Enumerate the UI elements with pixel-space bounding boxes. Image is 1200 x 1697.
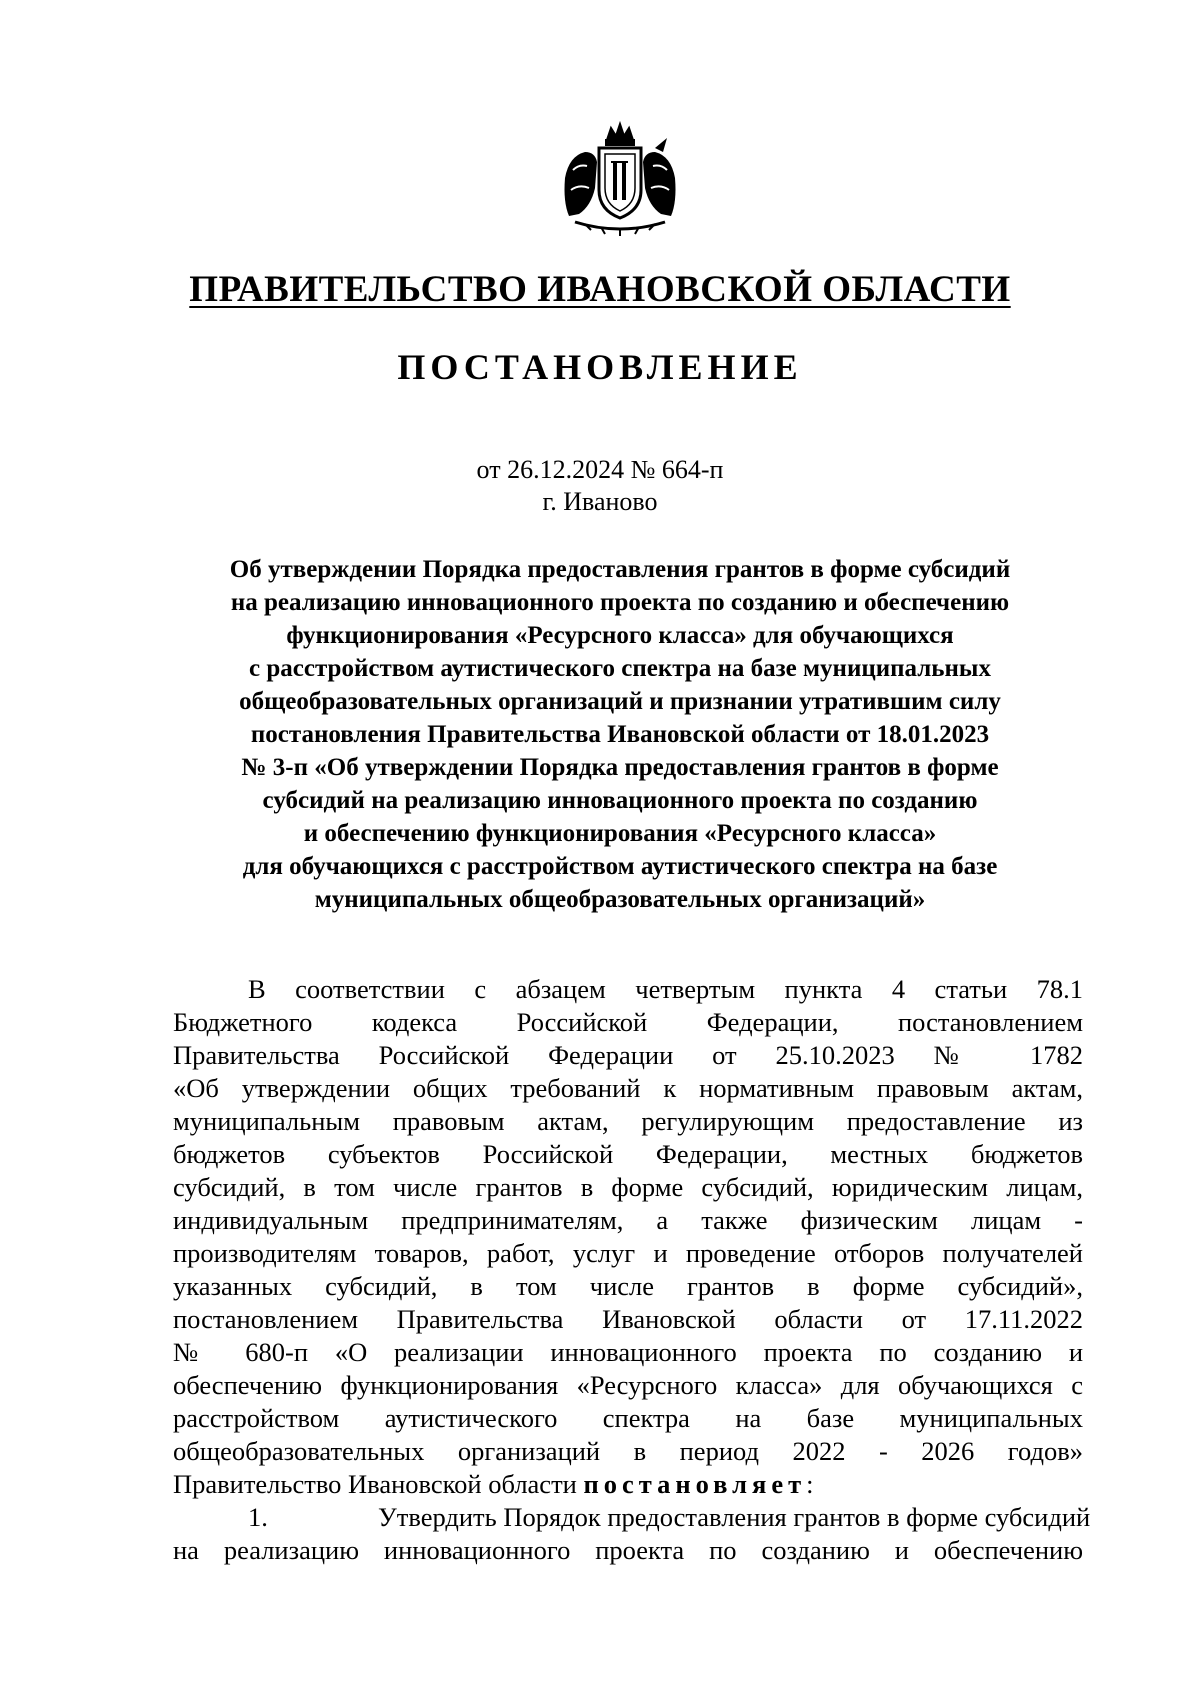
body-line: обеспечению функционирования «Ресурсного класса» для обучающихся с (173, 1370, 1083, 1400)
resolution-keyword: постановляет (583, 1469, 807, 1499)
heading-line: общеобразовательных организаций и признании утратившим силу (239, 688, 1001, 715)
heading-line: субсидий на реализацию инновационного проекта по созданию (262, 787, 978, 814)
body-line: расстройством аутистического спектра на базе муниципальных (173, 1403, 1083, 1433)
body-line: Правительства Российской Федерации от 25.10.2023 № 1782 (173, 1040, 1083, 1070)
preamble-paragraph (173, 973, 1091, 1567)
organization-title: ПРАВИТЕЛЬСТВО ИВАНОВСКОЙ ОБЛАСТИ (189, 269, 1011, 310)
heading-line: функционирования «Ресурсного класса» для обучающихся (286, 622, 954, 649)
heading-line: на реализацию инновационного проекта по созданию и обеспечению (230, 589, 1010, 616)
body-line: индивидуальным предпринимателям, а также физическим лицам - (173, 1205, 1083, 1235)
heading-line: Об утверждении Порядка предоставления грантов в форме субсидий (229, 556, 1011, 583)
item-1-text: Утвердить Порядок предоставления грантов в форме субсидий (378, 1502, 1091, 1532)
body-line: производителям товаров, работ, услуг и проведение отборов получателей (173, 1238, 1083, 1268)
body-line: № 680-п «О реализации инновационного проекта по созданию и (173, 1337, 1083, 1367)
body-line-resolution (173, 1468, 1083, 1501)
resolution-prefix: Правительство Ивановской области (173, 1469, 584, 1499)
body-line: Бюджетного кодекса Российской Федерации, постановлением (173, 1007, 1083, 1037)
document-heading (160, 553, 1080, 916)
heading-line: № 3-п «Об утверждении Порядка предоставления грантов в форме (241, 754, 999, 781)
body-line: субсидий, в том числе грантов в форме субсидий, юридическим лицам, (173, 1172, 1083, 1202)
heading-line: с расстройством аутистического спектра на базе муниципальных (249, 655, 991, 682)
document-type: ПОСТАНОВЛЕНИЕ (397, 347, 803, 387)
item-1-line-1 (173, 1501, 1091, 1534)
heading-line: и обеспечению функционирования «Ресурсного класса» (303, 820, 937, 847)
document-date-number: от 26.12.2024 № 664-п (476, 455, 724, 484)
body-line: В соответствии с абзацем четвертым пункта 4 статьи 78.1 (248, 974, 1083, 1004)
body-line: указанных субсидий, в том числе грантов в форме субсидий», (173, 1271, 1083, 1301)
body-line: бюджетов субъектов Российской Федерации, местных бюджетов (173, 1139, 1083, 1169)
heading-line: для обучающихся с расстройством аутистического спектра на базе (242, 853, 998, 880)
body-line: постановлением Правительства Ивановской области от 17.11.2022 (173, 1304, 1083, 1334)
document-city: г. Иваново (542, 487, 658, 516)
item-1-line-2: на реализацию инновационного проекта по созданию и обеспечению (173, 1535, 1083, 1565)
item-number: 1. (248, 1502, 268, 1532)
heading-line: муниципальных общеобразовательных организаций» (314, 886, 926, 913)
resolution-suffix: : (806, 1469, 814, 1499)
heading-line: постановления Правительства Ивановской области от 18.01.2023 (250, 721, 990, 748)
coat-of-arms-icon (555, 118, 685, 236)
body-line: муниципальным правовым актам, регулирующим предоставление из (173, 1106, 1083, 1136)
body-line: общеобразовательных организаций в период 2022 - 2026 годов» (173, 1436, 1083, 1466)
body-line: «Об утверждении общих требований к нормативным правовым актам, (173, 1073, 1083, 1103)
